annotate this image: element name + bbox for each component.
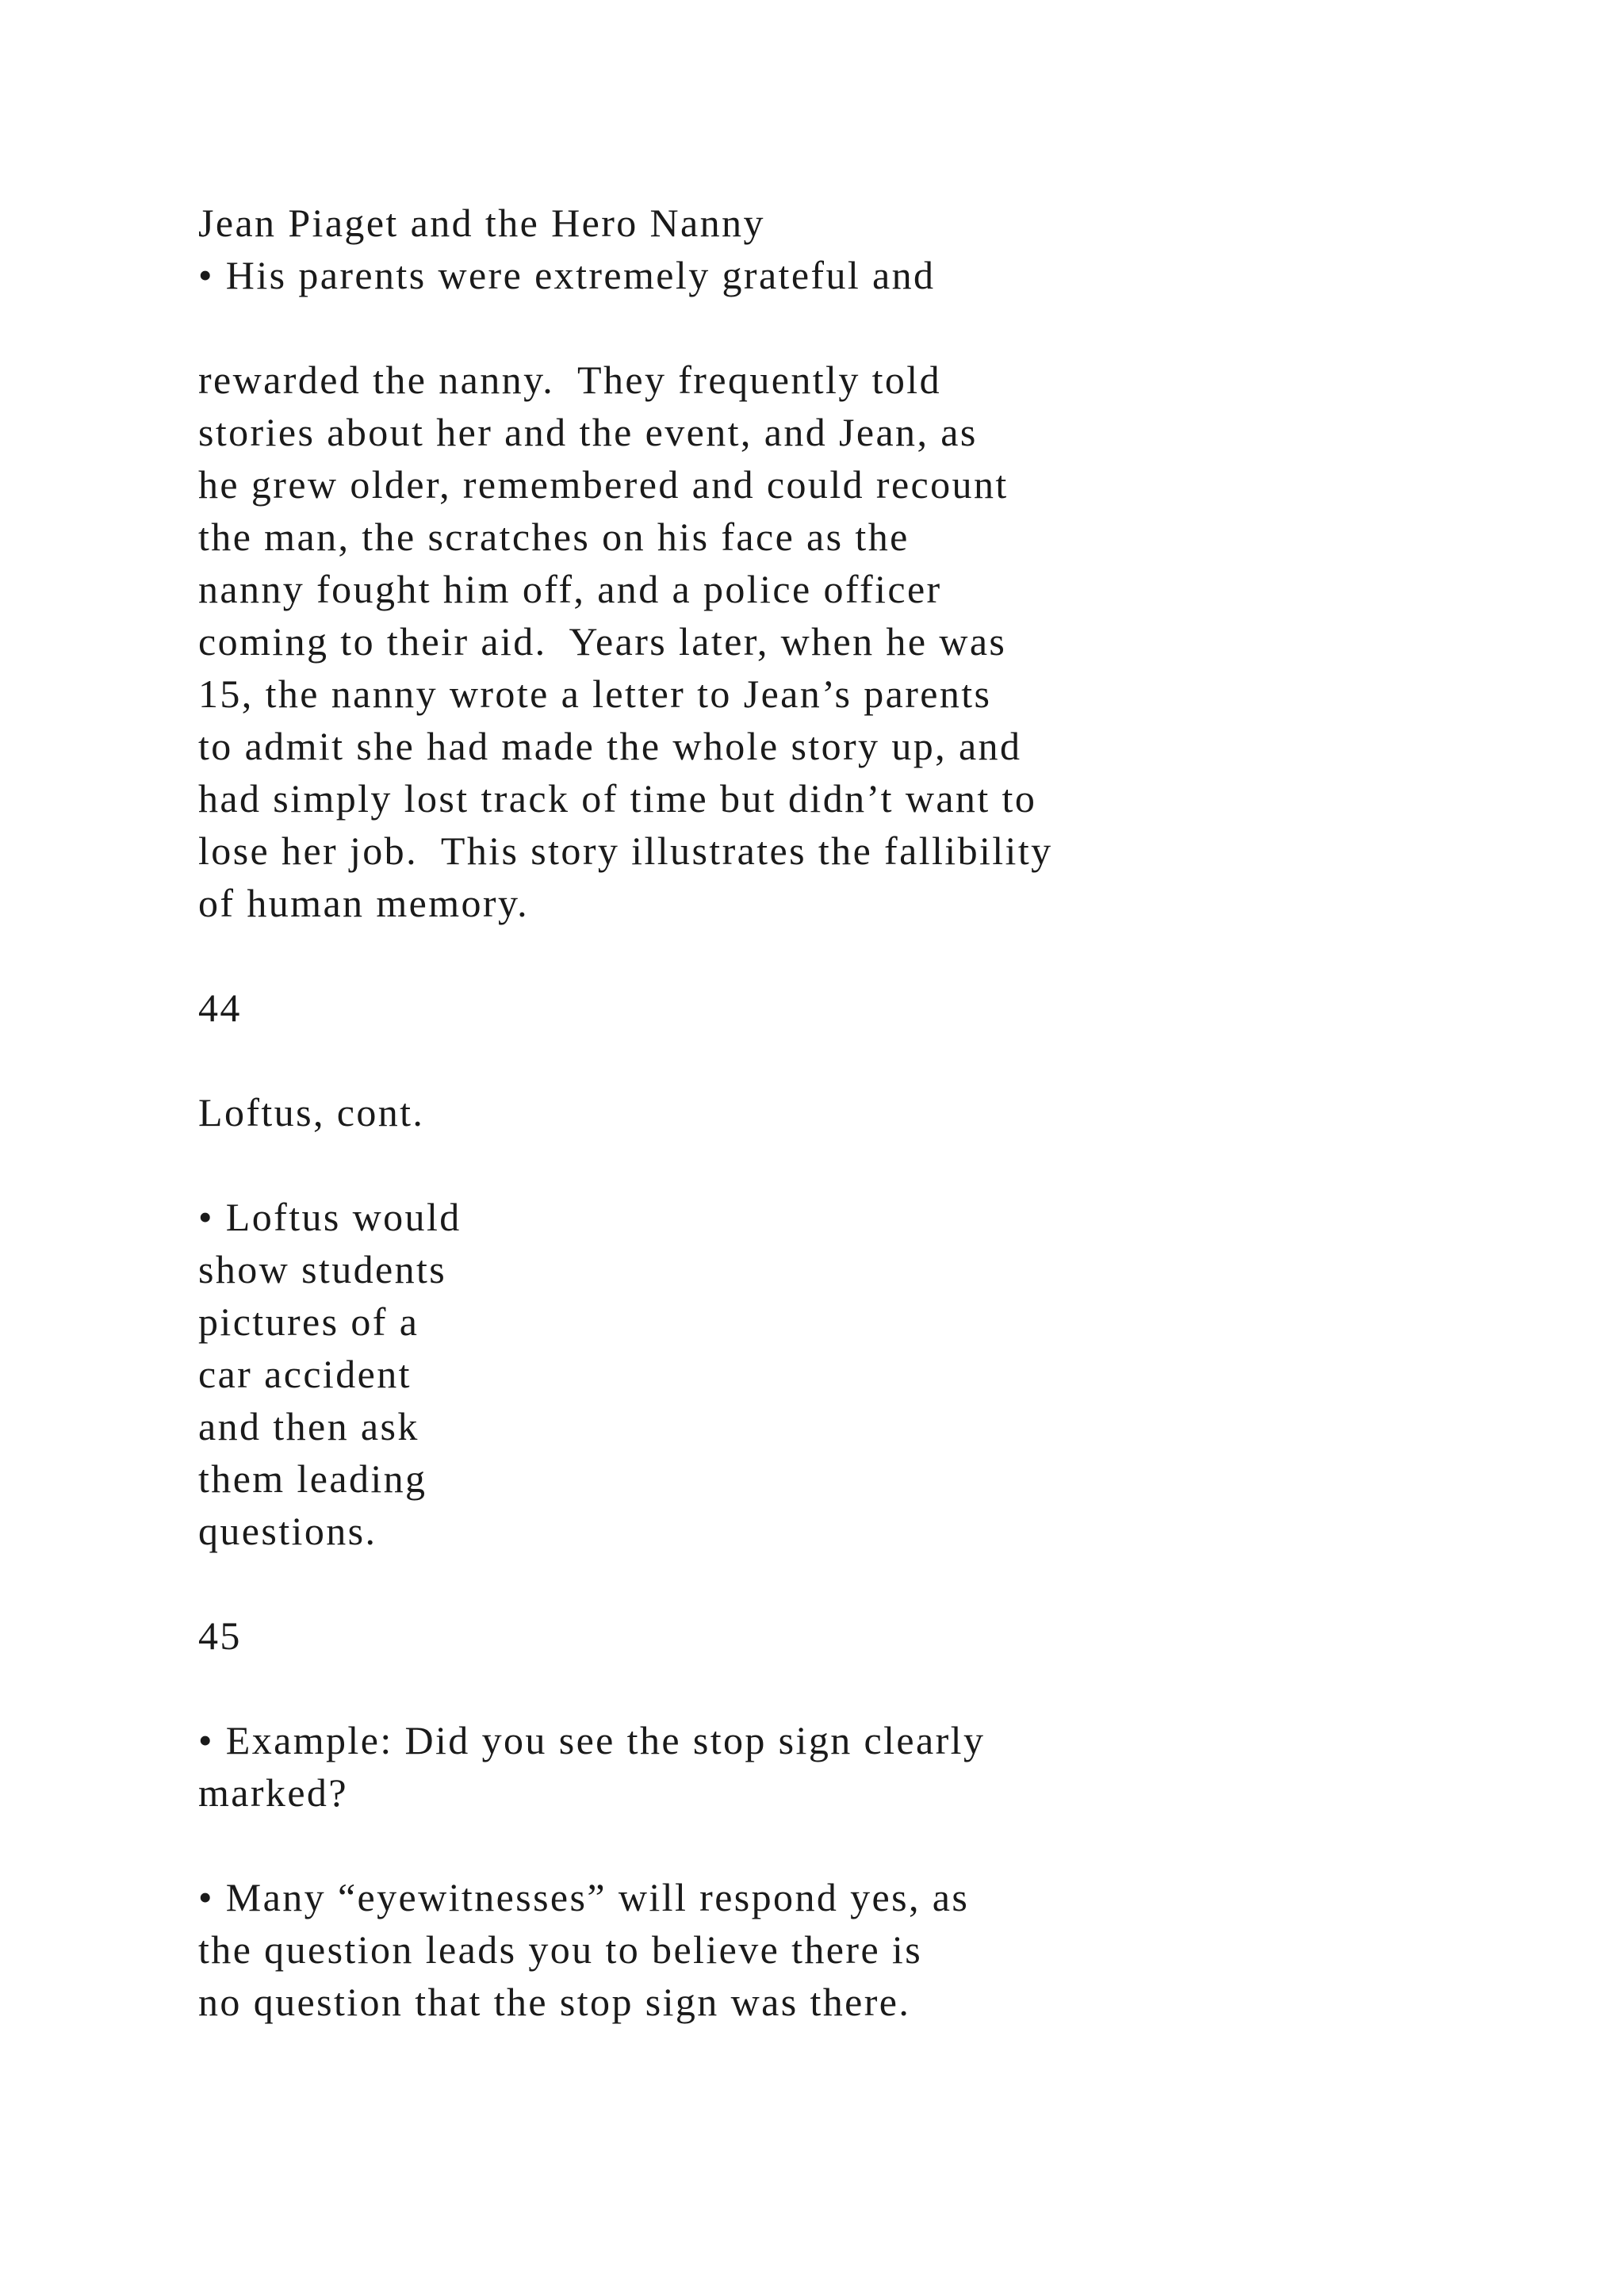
paragraph-line: 15, the nanny wrote a letter to Jean’s parents [198, 672, 992, 716]
paragraph-line: coming to their aid. Years later, when he was [198, 619, 1007, 664]
spacer [198, 1819, 1467, 1871]
response-line: no question that the stop sign was there. [198, 1980, 911, 2024]
paragraph-line: stories about her and the event, and Jean, as [198, 410, 978, 454]
spacer [198, 1557, 1467, 1609]
bullet-line: questions. [198, 1509, 377, 1553]
page-number: 44 [198, 985, 242, 1030]
spacer [198, 301, 1467, 354]
document-page [198, 197, 1467, 2028]
example-line: • Example: Did you see the stop sign clearly [198, 1718, 986, 1762]
paragraph-line: he grew older, remembered and could recount [198, 462, 1009, 507]
spacer [198, 1138, 1467, 1191]
response-line: the question leads you to believe there is [198, 1927, 923, 1972]
spacer [198, 1034, 1467, 1086]
page-number: 45 [198, 1613, 242, 1658]
bullet-line: them leading [198, 1456, 427, 1501]
example-line: marked? [198, 1770, 348, 1815]
spacer [198, 929, 1467, 982]
paragraph-line: had simply lost track of time but didn’t want to [198, 776, 1037, 821]
bullet-intro: • His parents were extremely grateful and [198, 253, 936, 297]
paragraph-line: nanny fought him off, and a police officer [198, 567, 942, 611]
paragraph-line: the man, the scratches on his face as the [198, 515, 910, 559]
section-title: Loftus, cont. [198, 1090, 425, 1135]
paragraph-line: rewarded the nanny. They frequently told [198, 358, 941, 402]
bullet-line: show students [198, 1247, 447, 1292]
response-line: • Many “eyewitnesses” will respond yes, as [198, 1875, 970, 1919]
paragraph-line: of human memory. [198, 881, 530, 925]
bullet-line: • Loftus would [198, 1195, 462, 1239]
bullet-line: car accident [198, 1352, 412, 1396]
bullet-line: pictures of a [198, 1299, 419, 1344]
section-title: Jean Piaget and the Hero Nanny [198, 201, 765, 245]
paragraph-line: lose her job. This story illustrates the fallibility [198, 828, 1053, 873]
spacer [198, 1662, 1467, 1714]
bullet-line: and then ask [198, 1404, 419, 1448]
paragraph-line: to admit she had made the whole story up, and [198, 724, 1022, 768]
